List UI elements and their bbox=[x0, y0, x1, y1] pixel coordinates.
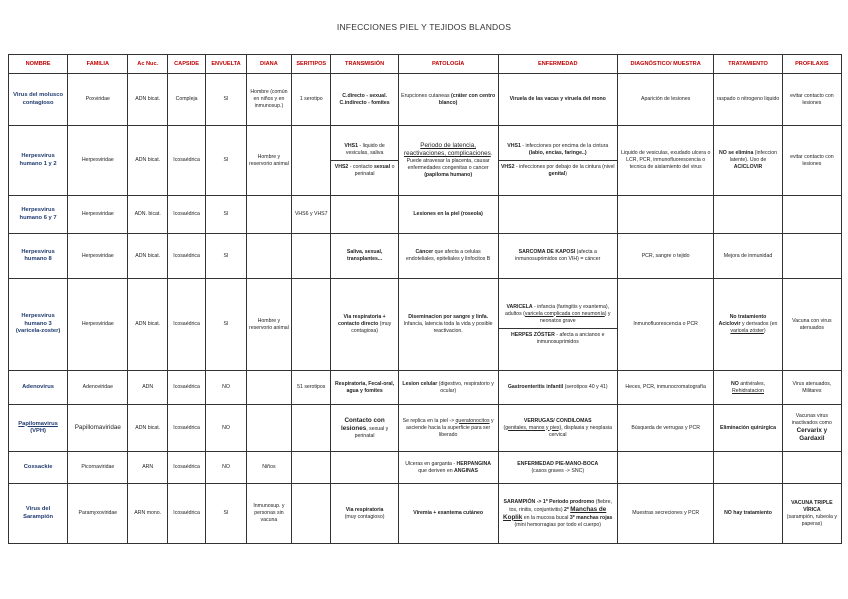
header-acnuc: Ac Nuc. bbox=[128, 55, 167, 74]
cell-patologia bbox=[398, 126, 498, 196]
cell-enfermedad bbox=[498, 405, 617, 452]
cell-capside: Icosaédrica bbox=[167, 234, 205, 279]
text: (casos graves -> SNC) bbox=[531, 467, 585, 474]
cell-diana: Inmunosup. y personas sin vacuna bbox=[246, 484, 291, 544]
page-title: INFECCIONES PIEL Y TEJIDOS BLANDOS bbox=[336, 22, 512, 32]
text-bold: Cervarix y Gardaxil bbox=[796, 427, 828, 442]
cell-diagnostico: Heces, PCR, inmunocromatografía bbox=[618, 371, 714, 405]
text: (digestivo, respiratorio y ocular) bbox=[437, 380, 494, 394]
cell-profilaxis bbox=[782, 405, 841, 452]
text-bold: ACICLOVIR bbox=[733, 164, 763, 170]
text: (muy contagiosa) bbox=[351, 321, 392, 334]
cell-tratamiento bbox=[714, 371, 782, 405]
cell-acnuc: ADN bicat. bbox=[128, 74, 167, 126]
text-underlined: queratonocitos bbox=[455, 417, 490, 424]
cell-enfermedad bbox=[498, 234, 617, 279]
text: - afecta a ancianos e inmunosuprimidos bbox=[536, 331, 605, 345]
cell-nombre bbox=[9, 405, 68, 452]
text: y derivados (en bbox=[740, 321, 778, 327]
text: Infancia, latencia toda la vida y posible reactivacion. bbox=[403, 321, 493, 334]
text-bold: sexual bbox=[373, 164, 391, 170]
cell-diana: Hombre (común en niños y en inmunosup.) bbox=[246, 74, 291, 126]
text: - contacto bbox=[348, 164, 374, 170]
virus-table bbox=[8, 54, 842, 544]
cell-profilaxis bbox=[782, 484, 841, 544]
cell-profilaxis: evitar contacto con lesiones bbox=[782, 126, 841, 196]
text-bold: VHS2 bbox=[334, 164, 349, 170]
cell-acnuc: ADN bicat. bbox=[128, 405, 167, 452]
text-bold: VHS1 bbox=[344, 143, 358, 149]
cell-diana: Hombre y reservorio animal bbox=[246, 279, 291, 371]
cell-nombre: Virus del molusco contagioso bbox=[9, 74, 68, 126]
header-row bbox=[9, 55, 842, 74]
cell-seritipos: 51 serotipos bbox=[292, 371, 331, 405]
cell-envuelta: NO bbox=[206, 452, 247, 484]
cell-seritipos bbox=[292, 234, 331, 279]
text-bold: 2º bbox=[564, 506, 571, 513]
text: y asciende hacia la superficie para ser liberado bbox=[406, 417, 494, 438]
header-envuelta: ENVUELTA bbox=[206, 55, 247, 74]
divider bbox=[499, 328, 617, 329]
cell-tratamiento: Eliminación quirúrgica bbox=[714, 405, 782, 452]
text: (fiebre, tos, rinitis, conjuntivitis) bbox=[509, 498, 612, 513]
cell-profilaxis bbox=[782, 452, 841, 484]
text: Ulceras en garganta - bbox=[405, 460, 457, 467]
cell-seritipos: VHS6 y VHS7 bbox=[292, 196, 331, 234]
cell-diana: Hombre y reservorio animal bbox=[246, 126, 291, 196]
cell-seritipos: 1 serotipo bbox=[292, 74, 331, 126]
cell-diagnostico: Inmunofluorescencia o PCR bbox=[618, 279, 714, 371]
header-diana: DIANA bbox=[246, 55, 291, 74]
cell-capside: Icosaédrica bbox=[167, 484, 205, 544]
cell-tratamiento: NO hay tratamiento bbox=[714, 484, 782, 544]
text: que afecta a celulas endoteliales, epiteliales y linfocitos B bbox=[406, 249, 491, 262]
header-patologia: PATOLOGÍA bbox=[398, 55, 498, 74]
header-tratamiento: TRATAMIENTO bbox=[714, 55, 782, 74]
text-bold: (papiloma humano) bbox=[424, 172, 473, 178]
text-bold: VERRUGAS/ CONDILOMAS bbox=[523, 417, 592, 424]
cell-diana bbox=[246, 234, 291, 279]
header-transmision: TRANSMISIÓN bbox=[331, 55, 398, 74]
cell-enfermedad bbox=[498, 126, 617, 196]
text: o perinatal bbox=[354, 164, 395, 177]
cell-nombre: Herpesvirus humano 3 (varicela-zoster) bbox=[9, 279, 68, 371]
cell-profilaxis bbox=[782, 196, 841, 234]
table-row bbox=[9, 484, 842, 544]
cell-acnuc: ADN bbox=[128, 371, 167, 405]
cell-seritipos bbox=[292, 279, 331, 371]
text: (infeccion latente). Uso de bbox=[729, 150, 777, 163]
text-bold: Gastroenteritis infantil bbox=[507, 384, 564, 390]
text: en la mucosa bucal bbox=[522, 514, 570, 521]
text-underlined: Papilomavirus bbox=[18, 420, 58, 427]
cell-acnuc: ADN. bicat. bbox=[128, 196, 167, 234]
text-underlined: Periodo de latencia, reactivaciones, complicaciones bbox=[404, 142, 491, 157]
text-bold: (labio, encías, faringe..) bbox=[528, 150, 587, 156]
cell-enfermedad: Viruela de las vacas y viruela del mono bbox=[498, 74, 617, 126]
cell-diagnostico: PCR, sangre o tejido bbox=[618, 234, 714, 279]
cell-acnuc: ARN bbox=[128, 452, 167, 484]
text-bold: HERPES ZÓSTER bbox=[511, 331, 555, 338]
text: , sexual y perinatal bbox=[354, 425, 389, 439]
cell-capside: Icosaédrica bbox=[167, 126, 205, 196]
text: Se replica en la piel -> bbox=[402, 417, 456, 424]
cell-capside: Icosaédrica bbox=[167, 371, 205, 405]
text-bold: NO bbox=[730, 380, 739, 387]
text-bold-underlined: Manchas de Koplik bbox=[503, 505, 607, 521]
text: (sarampión, rubeola y paperas) bbox=[786, 513, 837, 527]
text: - infancia (faringitis y exantema), adultos ( bbox=[504, 303, 610, 317]
text-bold: VHS2 bbox=[500, 164, 515, 170]
cell-tratamiento bbox=[714, 196, 782, 234]
text: Erupciones cutaneas bbox=[401, 92, 452, 99]
cell-tratamiento bbox=[714, 279, 782, 371]
cell-capside: Icosaédrica bbox=[167, 452, 205, 484]
cell-envuelta: NO bbox=[206, 405, 247, 452]
cell-tratamiento bbox=[714, 126, 782, 196]
cell-patologia bbox=[398, 234, 498, 279]
cell-seritipos bbox=[292, 484, 331, 544]
table-row bbox=[9, 279, 842, 371]
cell-diana bbox=[246, 405, 291, 452]
cell-tratamiento: Mejora de inmunidad bbox=[714, 234, 782, 279]
cell-familia: Herpesviridae bbox=[68, 126, 128, 196]
header-profilaxis: PROFILAXIS bbox=[782, 55, 841, 74]
cell-acnuc: ARN mono. bbox=[128, 484, 167, 544]
divider bbox=[331, 160, 397, 161]
table-row bbox=[9, 452, 842, 484]
text-bold: SARAMPIÓN -> 1º Periodo prodromo bbox=[503, 498, 595, 505]
text-bold: Cáncer bbox=[415, 249, 434, 255]
cell-enfermedad bbox=[498, 484, 617, 544]
cell-envuelta: SI bbox=[206, 74, 247, 126]
text: - infecciones por encima de la cintura bbox=[520, 143, 609, 149]
cell-patologia: Viremia + exantema cutáneo bbox=[398, 484, 498, 544]
text: ) bbox=[565, 171, 567, 177]
text: (afecta a inmunosuprimidos con VIH) = cáncer bbox=[515, 249, 601, 262]
cell-diagnostico: Liquido de vesiculas, exudado ulcera o LCR, PCR, inmunofluorescencia o tecnica de aislamiento del virus bbox=[618, 126, 714, 196]
cell-patologia bbox=[398, 371, 498, 405]
text-bold: 3º manchas rojas bbox=[569, 514, 613, 521]
cell-diagnostico: Aparición de lesiones bbox=[618, 74, 714, 126]
text: . Puede atravesar la placenta, causar enfermedades congenitas o cancer bbox=[406, 151, 493, 171]
cell-acnuc: ADN bicat. bbox=[128, 234, 167, 279]
header-familia: FAMILIA bbox=[68, 55, 128, 74]
text-underlined: Rehidratacion bbox=[731, 387, 764, 394]
cell-diagnostico bbox=[618, 196, 714, 234]
cell-acnuc: ADN bicat. bbox=[128, 279, 167, 371]
text: (muy contagioso) bbox=[344, 513, 385, 520]
cell-enfermedad bbox=[498, 452, 617, 484]
cell-seritipos bbox=[292, 126, 331, 196]
table-row bbox=[9, 126, 842, 196]
cell-nombre: Herpesvirus humano 1 y 2 bbox=[9, 126, 68, 196]
text: - infecciones por debajo de la cintura (nivel bbox=[514, 164, 615, 170]
text: que deriven en bbox=[418, 467, 455, 474]
text-bold: SARCOMA DE KAPOSI bbox=[518, 249, 576, 255]
table-row bbox=[9, 74, 842, 126]
cell-enfermedad bbox=[498, 371, 617, 405]
text-underlined: varicela zóster bbox=[730, 328, 764, 334]
cell-transmision bbox=[331, 484, 398, 544]
cell-diana bbox=[246, 371, 291, 405]
cell-transmision: Saliva, sexual, transplantes... bbox=[331, 234, 398, 279]
cell-capside: Icosaédrica bbox=[167, 196, 205, 234]
text-bold: Via respiratoria + contacto directo bbox=[337, 314, 386, 327]
text-bold: Aciclovir bbox=[718, 321, 741, 327]
cell-diagnostico: Búsqueda de verrugas y PCR bbox=[618, 405, 714, 452]
cell-diagnostico bbox=[618, 452, 714, 484]
text-underlined: (genitales, manos y pies) bbox=[503, 424, 562, 431]
cell-nombre: Coxsackie bbox=[9, 452, 68, 484]
cell-familia: Papillomaviridae bbox=[68, 405, 128, 452]
text: , displasia y neoplasia cervical bbox=[548, 424, 612, 438]
text-bold: (cráter con centro blanco) bbox=[438, 92, 496, 106]
cell-familia: Poxviridae bbox=[68, 74, 128, 126]
text-bold: NO se elimina bbox=[719, 150, 754, 156]
text: (serotipos 40 y 41) bbox=[563, 384, 608, 390]
cell-envuelta: SI bbox=[206, 234, 247, 279]
cell-transmision: Respiratoria, Fecal-oral, agua y fomites bbox=[331, 371, 398, 405]
cell-transmision bbox=[331, 196, 398, 234]
cell-capside: Icosaédrica bbox=[167, 405, 205, 452]
table-row bbox=[9, 371, 842, 405]
cell-capside: Icosaédrica bbox=[167, 279, 205, 371]
table-row bbox=[9, 196, 842, 234]
cell-nombre: Herpesvirus humano 8 bbox=[9, 234, 68, 279]
cell-seritipos bbox=[292, 405, 331, 452]
text: Vacunas virus inactivados como bbox=[791, 413, 832, 426]
cell-envuelta: SI bbox=[206, 279, 247, 371]
cell-patologia bbox=[398, 279, 498, 371]
text-bold: ANGINAS bbox=[454, 467, 478, 474]
text-bold: VHS1 bbox=[507, 143, 521, 149]
cell-enfermedad bbox=[498, 196, 617, 234]
text: antivirales, bbox=[738, 380, 766, 387]
cell-profilaxis: Vacuna con virus atenuados bbox=[782, 279, 841, 371]
cell-tratamiento bbox=[714, 452, 782, 484]
cell-transmision bbox=[331, 126, 398, 196]
cell-familia: Picornaviridae bbox=[68, 452, 128, 484]
header-enfermedad: ENFERMEDAD bbox=[498, 55, 617, 74]
header-seritipos: SERITIPOS bbox=[292, 55, 331, 74]
cell-profilaxis: evitar contacto con lesiones bbox=[782, 74, 841, 126]
cell-transmision bbox=[331, 405, 398, 452]
cell-familia: Adenoviridae bbox=[68, 371, 128, 405]
text-bold: genital bbox=[548, 171, 566, 177]
cell-diana: Niños bbox=[246, 452, 291, 484]
cell-envuelta: SI bbox=[206, 126, 247, 196]
header-nombre: NOMBRE bbox=[9, 55, 68, 74]
text-bold: VARICELA bbox=[506, 303, 533, 310]
cell-patologia bbox=[398, 405, 498, 452]
cell-profilaxis: Virus atenuados, Militares bbox=[782, 371, 841, 405]
text: (mini hemorragias por todo el cuerpo) bbox=[514, 521, 601, 528]
table-row bbox=[9, 405, 842, 452]
cell-patologia bbox=[398, 452, 498, 484]
text-bold: ENFERMEDAD PIE-MANO-BOCA bbox=[517, 460, 599, 467]
cell-transmision: C.directo - sexual. C.indirecto - fomites bbox=[331, 74, 398, 126]
text-bold: Via respiratoria bbox=[345, 506, 384, 513]
cell-diana bbox=[246, 196, 291, 234]
header-diagnostico: DIAGNÓSTICO/ MUESTRA bbox=[618, 55, 714, 74]
cell-envuelta: SI bbox=[206, 484, 247, 544]
cell-patologia: Lesiones en la piel (roseola) bbox=[398, 196, 498, 234]
cell-familia: Herpesviridae bbox=[68, 196, 128, 234]
cell-profilaxis bbox=[782, 234, 841, 279]
text-bold: Contacto con lesiones bbox=[341, 416, 385, 432]
cell-enfermedad bbox=[498, 279, 617, 371]
cell-capside: Compleja bbox=[167, 74, 205, 126]
cell-nombre: Adenovirus bbox=[9, 371, 68, 405]
text: (VPH) bbox=[30, 428, 46, 434]
cell-envuelta: NO bbox=[206, 371, 247, 405]
cell-familia: Herpesviridae bbox=[68, 279, 128, 371]
text-bold: VACUNA TRIPLE VÍRICA bbox=[791, 499, 833, 513]
text-bold: Diseminacion por sangre y linfa. bbox=[408, 314, 489, 320]
cell-acnuc: ADN bicat. bbox=[128, 126, 167, 196]
cell-nombre: Virus del Sarampión bbox=[9, 484, 68, 544]
text-bold: No tratamiento bbox=[729, 314, 767, 320]
cell-diagnostico: Muestras secreciones y PCR bbox=[618, 484, 714, 544]
cell-nombre: Herpesvirus humano 6 y 7 bbox=[9, 196, 68, 234]
text-bold: Lesion celular bbox=[402, 380, 438, 387]
table-row bbox=[9, 234, 842, 279]
text: ) y neonatos grave bbox=[539, 310, 611, 324]
cell-patologia bbox=[398, 74, 498, 126]
header-capside: CAPSIDE bbox=[167, 55, 205, 74]
cell-envuelta: SI bbox=[206, 196, 247, 234]
cell-tratamiento: raspado o nitrogeno liquido bbox=[714, 74, 782, 126]
cell-familia: Herpesviridae bbox=[68, 234, 128, 279]
text-bold: HERPANGINA bbox=[456, 460, 492, 467]
text: ) bbox=[763, 328, 766, 334]
text-underlined: varicela complicada con neumonía bbox=[524, 310, 605, 317]
text: - liquido de vesiculas, saliva bbox=[345, 143, 385, 156]
divider bbox=[499, 160, 617, 161]
cell-familia: Paramyxoviridae bbox=[68, 484, 128, 544]
cell-seritipos bbox=[292, 452, 331, 484]
cell-transmision bbox=[331, 452, 398, 484]
cell-transmision bbox=[331, 279, 398, 371]
